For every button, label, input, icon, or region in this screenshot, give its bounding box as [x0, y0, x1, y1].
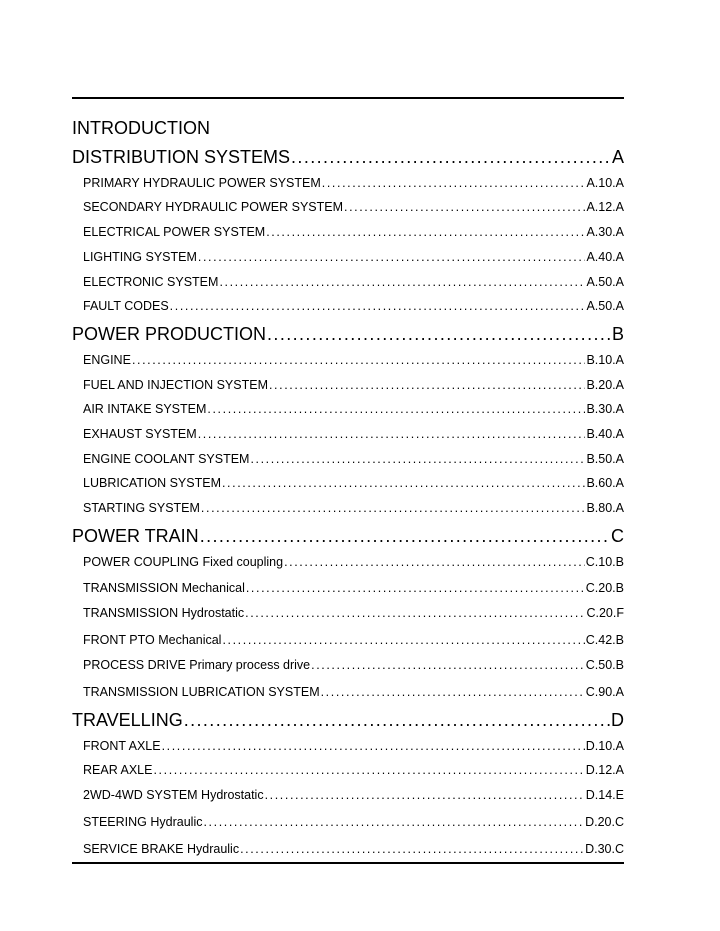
dot-leader: [250, 451, 585, 467]
entry-code: C.20.F: [586, 606, 624, 620]
dot-leader: [240, 841, 584, 857]
entry-label: LIGHTING SYSTEM: [83, 250, 197, 264]
entry-code: D.12.A: [585, 763, 624, 777]
entry-label: AIR INTAKE SYSTEM: [83, 402, 207, 416]
dot-leader: [291, 146, 611, 168]
entry-code: C.10.B: [585, 555, 624, 569]
toc-section-travelling[interactable]: [72, 709, 624, 731]
entry-label: TRANSMISSION Mechanical: [83, 581, 245, 595]
entry-code: B.80.A: [586, 501, 624, 515]
dot-leader: [246, 580, 585, 596]
dot-leader: [265, 787, 585, 803]
toc-entry[interactable]: [83, 274, 624, 290]
dot-leader: [311, 657, 585, 673]
toc-section-distribution-systems[interactable]: [72, 146, 624, 168]
section-code: A: [611, 147, 624, 167]
entry-code: D.10.A: [585, 739, 624, 753]
entry-label: TRANSMISSION LUBRICATION SYSTEM: [83, 685, 320, 699]
dot-leader: [201, 500, 586, 516]
dot-leader: [245, 605, 585, 621]
entry-code: C.42.B: [585, 633, 624, 647]
dot-leader: [322, 175, 586, 191]
toc-entry[interactable]: [83, 175, 624, 191]
entry-code: A.40.A: [586, 250, 624, 264]
entry-code: D.14.E: [585, 788, 624, 802]
dot-leader: [222, 475, 585, 491]
entry-code: A.50.A: [586, 275, 624, 289]
dot-leader: [269, 377, 585, 393]
toc-section-power-train[interactable]: [72, 525, 624, 547]
dot-leader: [344, 199, 585, 215]
entry-code: D.30.C: [585, 842, 624, 856]
bottom-rule: [72, 862, 624, 864]
dot-leader: [267, 323, 611, 345]
entry-label: FRONT AXLE: [83, 739, 161, 753]
dot-leader: [222, 632, 584, 648]
entry-label: FRONT PTO Mechanical: [83, 633, 222, 647]
dot-leader: [132, 352, 586, 368]
dot-leader: [321, 684, 585, 700]
dot-leader: [219, 274, 585, 290]
entry-label: FAULT CODES: [83, 299, 169, 313]
entry-label: STEERING Hydraulic: [83, 815, 203, 829]
entry-code: B.40.A: [586, 427, 624, 441]
dot-leader: [153, 762, 584, 778]
dot-leader: [184, 709, 610, 731]
entry-label: PRIMARY HYDRAULIC POWER SYSTEM: [83, 176, 321, 190]
dot-leader: [200, 525, 610, 547]
dot-leader: [266, 224, 585, 240]
toc-entry[interactable]: [83, 684, 624, 700]
toc-entry[interactable]: [83, 224, 624, 240]
entry-code: A.12.A: [586, 200, 624, 214]
toc-entry[interactable]: [83, 580, 624, 596]
section-title: POWER TRAIN: [72, 526, 199, 546]
toc-entry[interactable]: [83, 451, 624, 467]
toc-entry[interactable]: [83, 352, 624, 368]
entry-label: SECONDARY HYDRAULIC POWER SYSTEM: [83, 200, 344, 214]
toc-entry[interactable]: [83, 401, 624, 417]
entry-label: LUBRICATION SYSTEM: [83, 476, 221, 490]
section-code: B: [611, 324, 624, 344]
toc-entry[interactable]: [83, 475, 624, 491]
dot-leader: [207, 401, 585, 417]
toc-entry[interactable]: [83, 738, 624, 754]
entry-label: ELECTRICAL POWER SYSTEM: [83, 225, 266, 239]
dot-leader: [162, 738, 585, 754]
entry-label: EXHAUST SYSTEM: [83, 427, 197, 441]
section-title: TRAVELLING: [72, 710, 183, 730]
entry-code: A.10.A: [586, 176, 624, 190]
entry-code: C.20.B: [585, 581, 624, 595]
entry-label: SERVICE BRAKE Hydraulic: [83, 842, 240, 856]
toc-entry[interactable]: [83, 199, 624, 215]
entry-code: B.10.A: [586, 353, 624, 367]
dot-leader: [203, 814, 584, 830]
section-title: DISTRIBUTION SYSTEMS: [72, 147, 291, 167]
entry-code: C.50.B: [585, 658, 624, 672]
entry-label: REAR AXLE: [83, 763, 153, 777]
toc-entry[interactable]: [83, 762, 624, 778]
toc-entry[interactable]: [83, 632, 624, 648]
entry-label: 2WD-4WD SYSTEM Hydrostatic: [83, 788, 264, 802]
entry-label: FUEL AND INJECTION SYSTEM: [83, 378, 268, 392]
toc-entry[interactable]: [83, 554, 624, 570]
section-code: D: [611, 710, 624, 730]
toc-entry[interactable]: [83, 500, 624, 516]
toc-entry[interactable]: [83, 298, 624, 314]
section-code: C: [611, 526, 624, 546]
entry-label: ENGINE: [83, 353, 131, 367]
entry-label: TRANSMISSION Hydrostatic: [83, 606, 245, 620]
entry-code: B.20.A: [586, 378, 624, 392]
dot-leader: [198, 426, 586, 442]
top-rule: [72, 97, 624, 99]
entry-code: B.30.A: [586, 402, 624, 416]
toc-entry[interactable]: [83, 605, 624, 621]
toc-entry[interactable]: [83, 787, 624, 803]
toc-section-power-production[interactable]: [72, 323, 624, 345]
entry-code: B.50.A: [586, 452, 624, 466]
entry-code: A.50.A: [586, 299, 624, 313]
dot-leader: [170, 298, 586, 314]
dot-leader: [198, 249, 586, 265]
section-title: POWER PRODUCTION: [72, 324, 267, 344]
entry-code: B.60.A: [586, 476, 624, 490]
entry-label: STARTING SYSTEM: [83, 501, 200, 515]
intro-heading: INTRODUCTION: [72, 118, 210, 138]
entry-label: POWER COUPLING Fixed coupling: [83, 555, 284, 569]
dot-leader: [284, 554, 585, 570]
entry-label: ELECTRONIC SYSTEM: [83, 275, 219, 289]
toc-entry[interactable]: [83, 657, 624, 673]
entry-code: A.30.A: [586, 225, 624, 239]
toc-entry[interactable]: [83, 814, 624, 830]
toc-entry[interactable]: [83, 841, 624, 857]
toc-entry[interactable]: [83, 249, 624, 265]
entry-label: ENGINE COOLANT SYSTEM: [83, 452, 250, 466]
entry-code: C.90.A: [585, 685, 624, 699]
toc-entry[interactable]: [83, 377, 624, 393]
toc-entry[interactable]: [83, 426, 624, 442]
entry-label: PROCESS DRIVE Primary process drive: [83, 658, 311, 672]
entry-code: D.20.C: [585, 815, 624, 829]
